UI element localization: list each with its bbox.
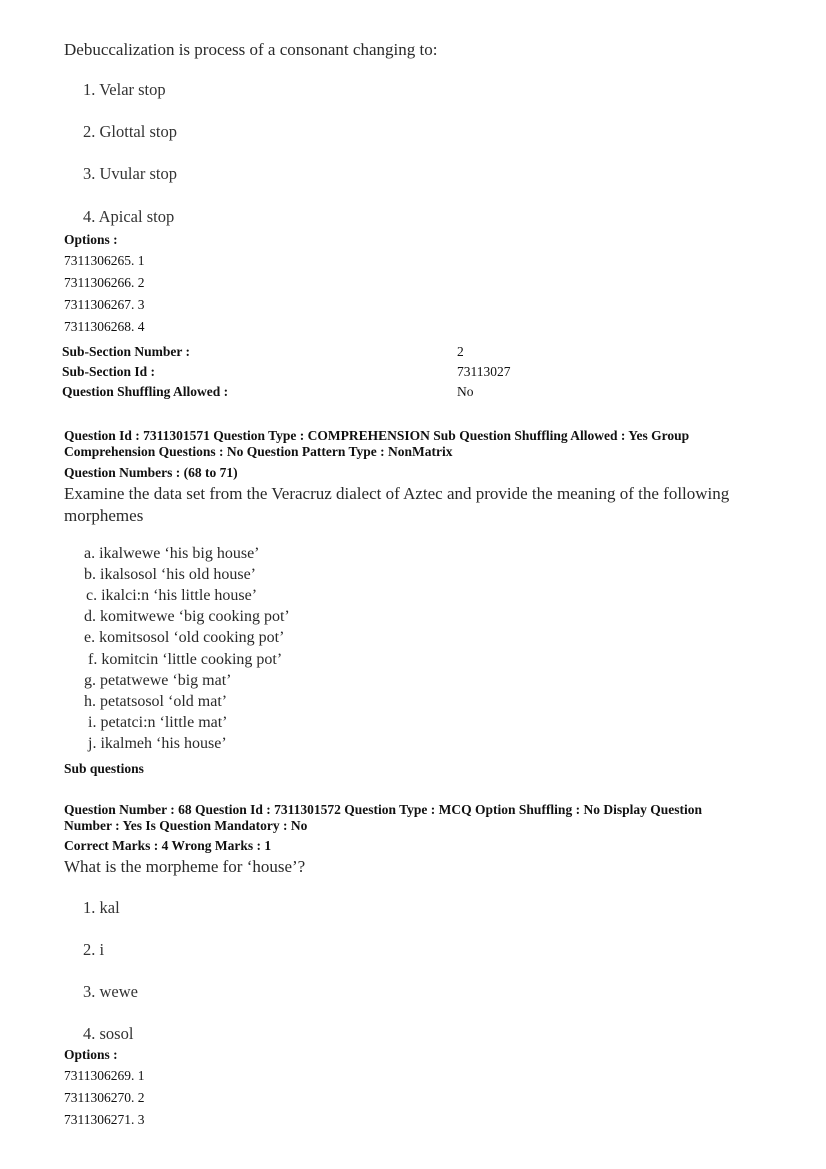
subsection-number-label: Sub-Section Number : bbox=[62, 344, 191, 359]
option-text: 4. Apical stop bbox=[83, 207, 175, 226]
question-header: Question Number : 68 Question Id : 7311301572 Question Type : MCQ Option Shuffling : No Display Question bbox=[64, 802, 702, 817]
example-item: f. komitcin ‘little cooking pot’ bbox=[88, 651, 283, 668]
comprehension-header: Comprehension Questions : No Question Pattern Type : NonMatrix bbox=[64, 444, 453, 459]
option-id: 7311306265. 1 bbox=[64, 253, 145, 268]
option-id: 7311306268. 4 bbox=[64, 319, 145, 334]
comprehension-header: Question Id : 7311301571 Question Type : COMPREHENSION Sub Question Shuffling Allowed : Yes Group bbox=[64, 428, 690, 443]
shuffle-value: No bbox=[457, 384, 474, 399]
subsection-id-value: 73113027 bbox=[457, 364, 511, 379]
option-text: 2. i bbox=[83, 940, 105, 959]
passage-text: morphemes bbox=[64, 506, 144, 525]
option-text: 1. kal bbox=[83, 898, 120, 917]
example-item: e. komitsosol ‘old cooking pot’ bbox=[84, 629, 285, 646]
options-label: Options : bbox=[64, 232, 118, 247]
option-text: 3. wewe bbox=[83, 982, 138, 1001]
example-item: i. petatci:n ‘little mat’ bbox=[88, 714, 228, 731]
example-item: d. komitwewe ‘big cooking pot’ bbox=[84, 608, 290, 625]
subsection-number-value: 2 bbox=[457, 344, 464, 359]
question-numbers: Question Numbers : (68 to 71) bbox=[64, 465, 238, 480]
example-item: g. petatwewe ‘big mat’ bbox=[84, 672, 232, 689]
sub-questions-label: Sub questions bbox=[64, 761, 144, 776]
option-id: 7311306270. 2 bbox=[64, 1090, 145, 1105]
question-header: Number : Yes Is Question Mandatory : No bbox=[64, 818, 308, 833]
example-item: h. petatsosol ‘old mat’ bbox=[84, 693, 228, 710]
example-item: c. ikalci:n ‘his little house’ bbox=[86, 587, 258, 604]
option-id: 7311306266. 2 bbox=[64, 275, 145, 290]
question-marks: Correct Marks : 4 Wrong Marks : 1 bbox=[64, 838, 272, 853]
question-text: What is the morpheme for ‘house’? bbox=[64, 857, 306, 876]
question-text: Debuccalization is process of a consonant changing to: bbox=[64, 40, 438, 59]
example-item: b. ikalsosol ‘his old house’ bbox=[84, 566, 256, 583]
option-text: 3. Uvular stop bbox=[83, 164, 177, 183]
subsection-id-label: Sub-Section Id : bbox=[62, 364, 156, 379]
option-id: 7311306271. 3 bbox=[64, 1112, 145, 1127]
option-id: 7311306267. 3 bbox=[64, 297, 145, 312]
passage-text: Examine the data set from the Veracruz dialect of Aztec and provide the meaning of the following bbox=[64, 484, 730, 503]
shuffle-label: Question Shuffling Allowed : bbox=[62, 384, 229, 399]
example-item: a. ikalwewe ‘his big house’ bbox=[84, 545, 260, 562]
option-id: 7311306269. 1 bbox=[64, 1068, 145, 1083]
options-label: Options : bbox=[64, 1047, 118, 1062]
example-item: j. ikalmeh ‘his house’ bbox=[88, 735, 227, 752]
option-text: 1. Velar stop bbox=[83, 80, 166, 99]
option-text: 4. sosol bbox=[83, 1024, 134, 1043]
option-text: 2. Glottal stop bbox=[83, 122, 177, 141]
